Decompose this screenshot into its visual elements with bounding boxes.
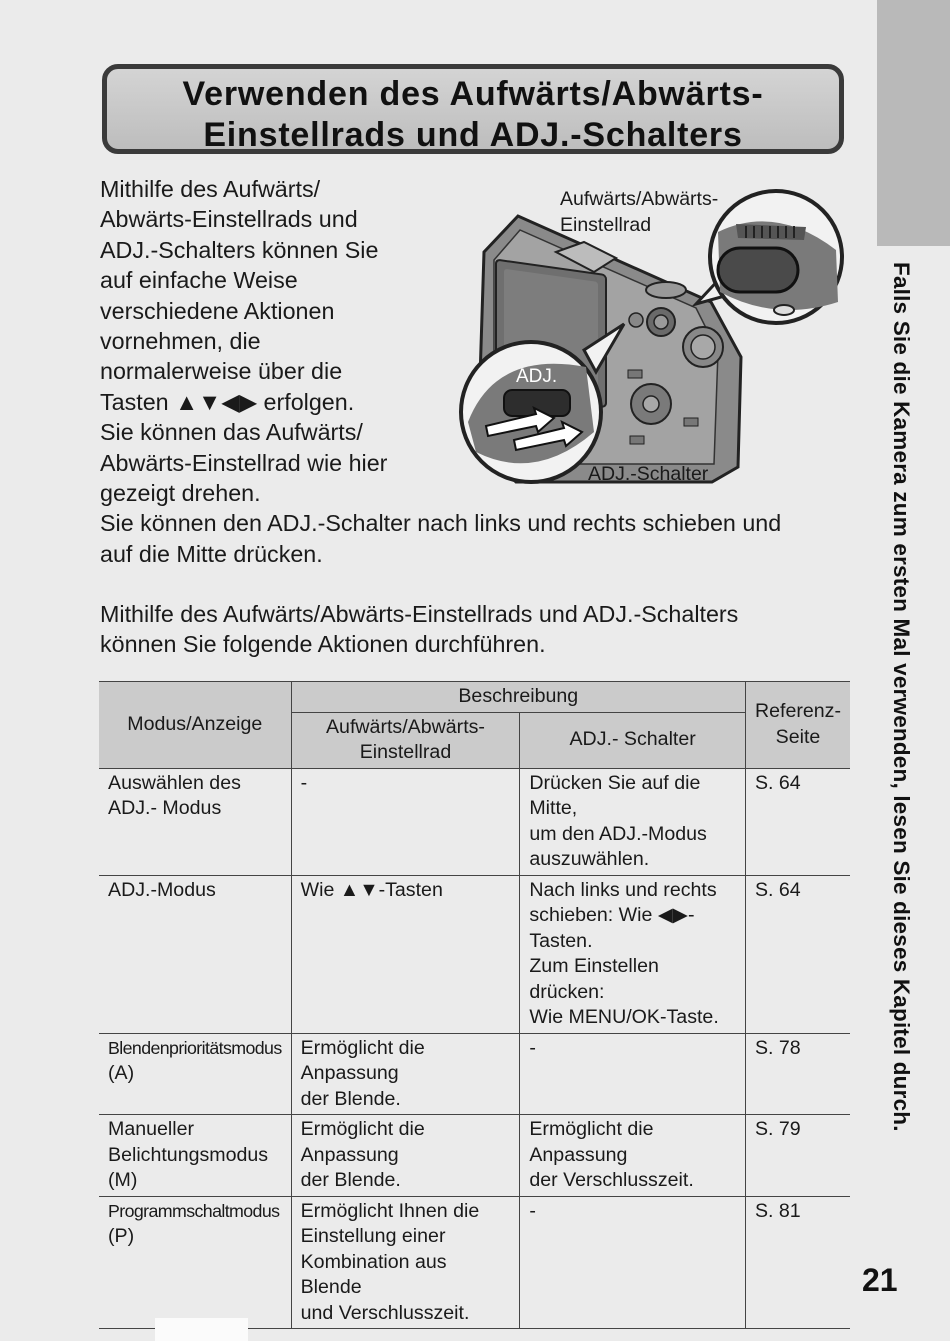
cell-line: Auswählen des [108,771,241,794]
intro-line: normalerweise über die [100,358,343,385]
cell-line: um den ADJ.-Modus [529,822,707,845]
cell-ref: S. 64 [745,875,850,1033]
cell-line: Kombination aus Blende [300,1250,447,1298]
function-table [99,681,850,1329]
cell-line: - [529,1036,536,1059]
cell-adj [520,1115,746,1197]
cell-line: Einstellung einer [300,1225,446,1247]
cell-mode [99,1196,291,1329]
title-box [102,64,844,154]
cell-line: Ermöglicht Ihnen die [300,1199,480,1222]
intro-line: ADJ.-Schalters können Sie [100,236,379,263]
cell-ref: S. 81 [745,1196,850,1329]
title-line-1: Verwenden des Aufwärts/Abwärts- [182,75,764,113]
table-row [99,1196,850,1329]
cell-ref: S. 79 [745,1115,850,1197]
cell-line: Belichtungsmodus [108,1143,269,1166]
intro-line: auf die Mitte drücken. [100,540,323,567]
cell-line: schieben: Wie ◀▶- [529,904,695,926]
header-dial-line: Einstellrad [359,741,452,763]
cell-line: Ermöglicht die Anpassung [300,1118,425,1166]
header-dial-line: Aufwärts/Abwärts- [325,715,485,738]
intro-line: Sie können den ADJ.-Schalter nach links und rechts schieben und [100,510,782,537]
page-number: 21 [862,1262,898,1298]
cell-dial [291,1115,520,1197]
intro-line: Tasten ▲▼◀▶ erfolgen. [100,388,355,415]
cell-line: - [529,1199,536,1222]
cell-line: Drücken Sie auf die Mitte, [529,771,701,819]
cell-line: ADJ.- Modus [108,797,222,819]
cell-line: Tasten. [529,929,593,952]
header-mode: Modus/Anzeige [99,682,291,769]
cell-mode [99,875,291,1033]
cell-line: (P) [108,1225,135,1247]
cell-line: Zum Einstellen drücken: [529,955,659,1003]
cell-line: Ermöglicht die Anpassung [529,1118,654,1166]
cell-adj [520,875,746,1033]
cell-line: der Verschlusszeit. [529,1169,694,1191]
cell-adj [520,768,746,875]
intro-line: vornehmen, die [100,328,261,355]
intro-line: gezeigt drehen. [100,480,261,507]
cell-mode [99,768,291,875]
cell-line: Wie ▲▼-Tasten [300,878,443,901]
cell-adj [520,1033,746,1115]
header-description: Beschreibung [291,682,745,713]
intro-line: verschiedene Aktionen [100,297,335,324]
header-ref-line: Seite [775,725,821,748]
cell-ref: S. 78 [745,1033,850,1115]
cell-dial [291,768,520,875]
cell-dial [291,875,520,1033]
header-adj: ADJ.- Schalter [520,712,746,768]
table-row [99,1033,850,1115]
dial-label [560,186,718,238]
header-ref [745,682,850,769]
cell-line: - [300,771,308,794]
cell-line: der Blende. [300,1087,401,1110]
cell-dial [291,1033,520,1115]
cell-line: (A) [108,1062,135,1084]
cell-mode [99,1115,291,1197]
cell-ref: S. 64 [745,768,850,875]
para-line: Mithilfe des Aufwärts/Abwärts-Einstellrads und ADJ.-Schalters [100,601,739,627]
header-ref-line: Referenz- [754,700,841,723]
intro-line: auf einfache Weise [100,267,298,294]
table-intro-text [100,599,738,660]
intro-line: Abwärts-Einstellrad wie hier [100,449,388,476]
dial-label-line: Aufwärts/Abwärts- [560,188,719,210]
intro-line: Mithilfe des Aufwärts/ [100,176,321,202]
cell-line: ADJ.-Modus [108,878,216,901]
intro-line: Sie können das Aufwärts/ [100,419,363,446]
title-line-2: Einstellrads und ADJ.-Schalters [203,116,743,154]
cell-line: Blendenprioritätsmodus [108,1037,282,1058]
dial-label-line: Einstellrad [560,214,652,236]
cell-line: Nach links und rechts [529,878,717,901]
cell-mode [99,1033,291,1115]
cell-line: der Blende. [300,1169,401,1191]
cell-line: und Verschlusszeit. [300,1301,470,1324]
table-row [99,768,850,875]
cell-line: (M) [108,1169,138,1191]
cell-line: auszuwählen. [529,848,650,870]
adj-marking: ADJ. [516,366,558,387]
cell-line: Ermöglicht die Anpassung [300,1036,425,1084]
intro-line: Abwärts-Einstellrads und [100,206,358,233]
chapter-tab-text: Falls Sie die Kamera zum ersten Mal verwenden, lesen Sie dieses Kapitel durch. [889,262,914,1132]
para-line: können Sie folgende Aktionen durchführen. [100,631,546,658]
cell-line: Wie MENU/OK-Taste. [529,1006,719,1028]
chapter-tab [877,0,950,246]
header-dial [291,712,520,768]
cell-line: Manueller [108,1118,195,1140]
cell-line: Programmschaltmodus [108,1200,280,1221]
page-title [107,74,839,156]
adj-switch-label: ADJ.-Schalter [588,463,709,485]
cell-adj [520,1196,746,1329]
table-row [99,875,850,1033]
footer-strip [155,1318,248,1341]
cell-dial [291,1196,520,1329]
table-row [99,1115,850,1197]
